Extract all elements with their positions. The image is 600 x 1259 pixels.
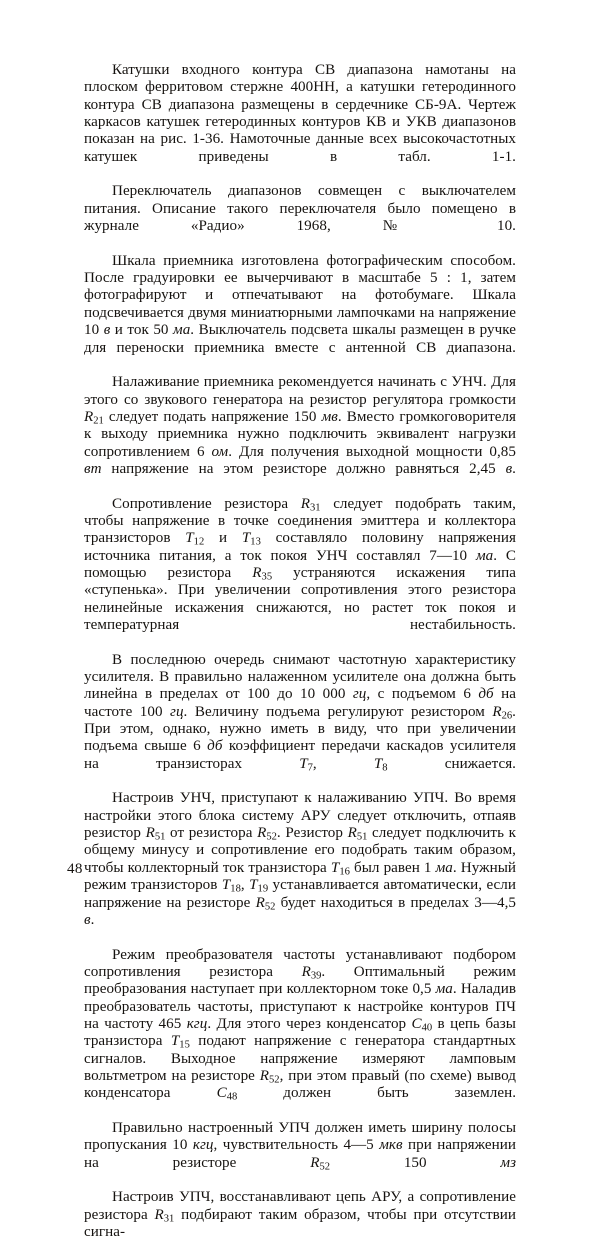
- paragraph-if-bandwidth: Правильно настроенный УПЧ должен иметь ширину полосы пропускания 10 кгц, чувствительность 4—5 мкв при напряжении на резисторе $R_{52}$ 150 мз: [84, 1119, 516, 1172]
- paragraph-dial-scale: Шкала приемника изготовлена фотографическим способом. После градуировки ее вычерчивают в масштабе 5 : 1, затем фотографируют и отпечатывают на фотобумаге. Шкала подсвечивается двумя миниатюрными лампочками на напряжение 10 в и ток 50 ма. Выключатель подсвета шкалы размещен в ручке для переноски приемника вместе с антенной СВ диапазона.: [84, 252, 516, 356]
- paragraph-if-amp-setup: Настроив УНЧ, приступают к налаживанию УПЧ. Во время настройки этого блока систему АРУ следует отключить, отпаяв резистор $R_{51}$ от резистора $R_{52}$. Резистор $R_{51}$ следует подключить к общему минусу и сопротивление его подобрать таким образом, чтобы коллекторный ток транзистора $T_{16}$ был равен 1 ма. Нужный режим транзисторов $T_{18}$, $T_{19}$ устанавливается автоматически, если напряжение на резисторе $R_{52}$ будет находиться в пределах 3—4,5 в.: [84, 790, 517, 928]
- paragraph-af-amp-setup: Налаживание приемника рекомендуется начинать с УНЧ. Для этого со звукового генератора на резистор регулятора громкости $R_{21}$ следует подать напряжение 150 мв. Вместо громкоговорителя к выходу приемника нужно подключить эквивалент нагрузки сопротивлением 6 ом. Для получения выходной мощности 0,85 вт напряжение на этом резисторе должно равняться 2,45 в.: [84, 374, 517, 477]
- paragraph-coils: Катушки входного контура СВ диапазона намотаны на плоском ферритовом стержне 400НН, а катушки гетеродинного контура СВ диапазона размещены в сердечнике СБ-9А. Чертеж каркасов катушек гетеродинных контуров КВ и УКВ диапазонов показан на рис. 1-36. Намоточные данные всех высокочастотных катушек приведены в табл. 1-1.: [84, 62, 516, 165]
- paragraph-resistor-r31: Сопротивление резистора $R_{31}$ следует подобрать таким, чтобы напряжение в точке соединения эмиттера и коллектора транзисторов $T_{12}$ и $T_{13}$ составляло половину напряжения источника питания, а ток покоя УНЧ составлял 7—10 ма. С помощью резистора $R_{35}$ устраняются искажения типа «ступенька». При увеличении сопротивления этого резистора нелинейные искажения снижаются, но растет ток покоя и температурная нестабильность.: [84, 495, 516, 633]
- paragraph-agc-restore: Настроив УПЧ, восстанавливают цепь АРУ, а сопротивление резистора $R_{31}$ подбирают таким образом, чтобы при отсутствии сигна-: [84, 1189, 516, 1241]
- paragraph-range-switch: Переключатель диапазонов совмещен с выключателем питания. Описание такого переключателя было помещено в журнале «Радио» 1968, № 10.: [84, 183, 516, 235]
- paragraph-frequency-response: В последнюю очередь снимают частотную характеристику усилителя. В правильно налаженном усилителе она должна быть линейна в пределах от 100 до 10 000 гц, с подъемом 6 дб на частоте 100 гц. Величину подъема регулируют резистором $R_{26}$. При этом, однако, нужно иметь в виду, что при увеличении подъема свыше 6 дб коэффициент передачи каскадов усилителя на транзисторах $T_7$, $T_8$ снижается.: [84, 651, 517, 774]
- body-text-column: [84, 62, 516, 1259]
- page-number: 48: [67, 861, 83, 877]
- paragraph-converter-mode: Режим преобразователя частоты устанавливают подбором сопротивления резистора $R_{39}$. Оптимальный режим преобразования наступает при коллекторном токе 0,5 ма. Наладив преобразователь частоты, приступают к настройке контуров ПЧ на частоту 465 кгц. Для этого через конденсатор $C_{40}$ в цепь базы транзистора $T_{15}$ подают напряжение с генератора стандартных сигналов. Выходное напряжение измеряют ламповым вольтметром на резисторе $R_{52}$, при этом правый (по схеме) вывод конденсатора $C_{48}$ должен быть заземлен.: [84, 946, 517, 1103]
